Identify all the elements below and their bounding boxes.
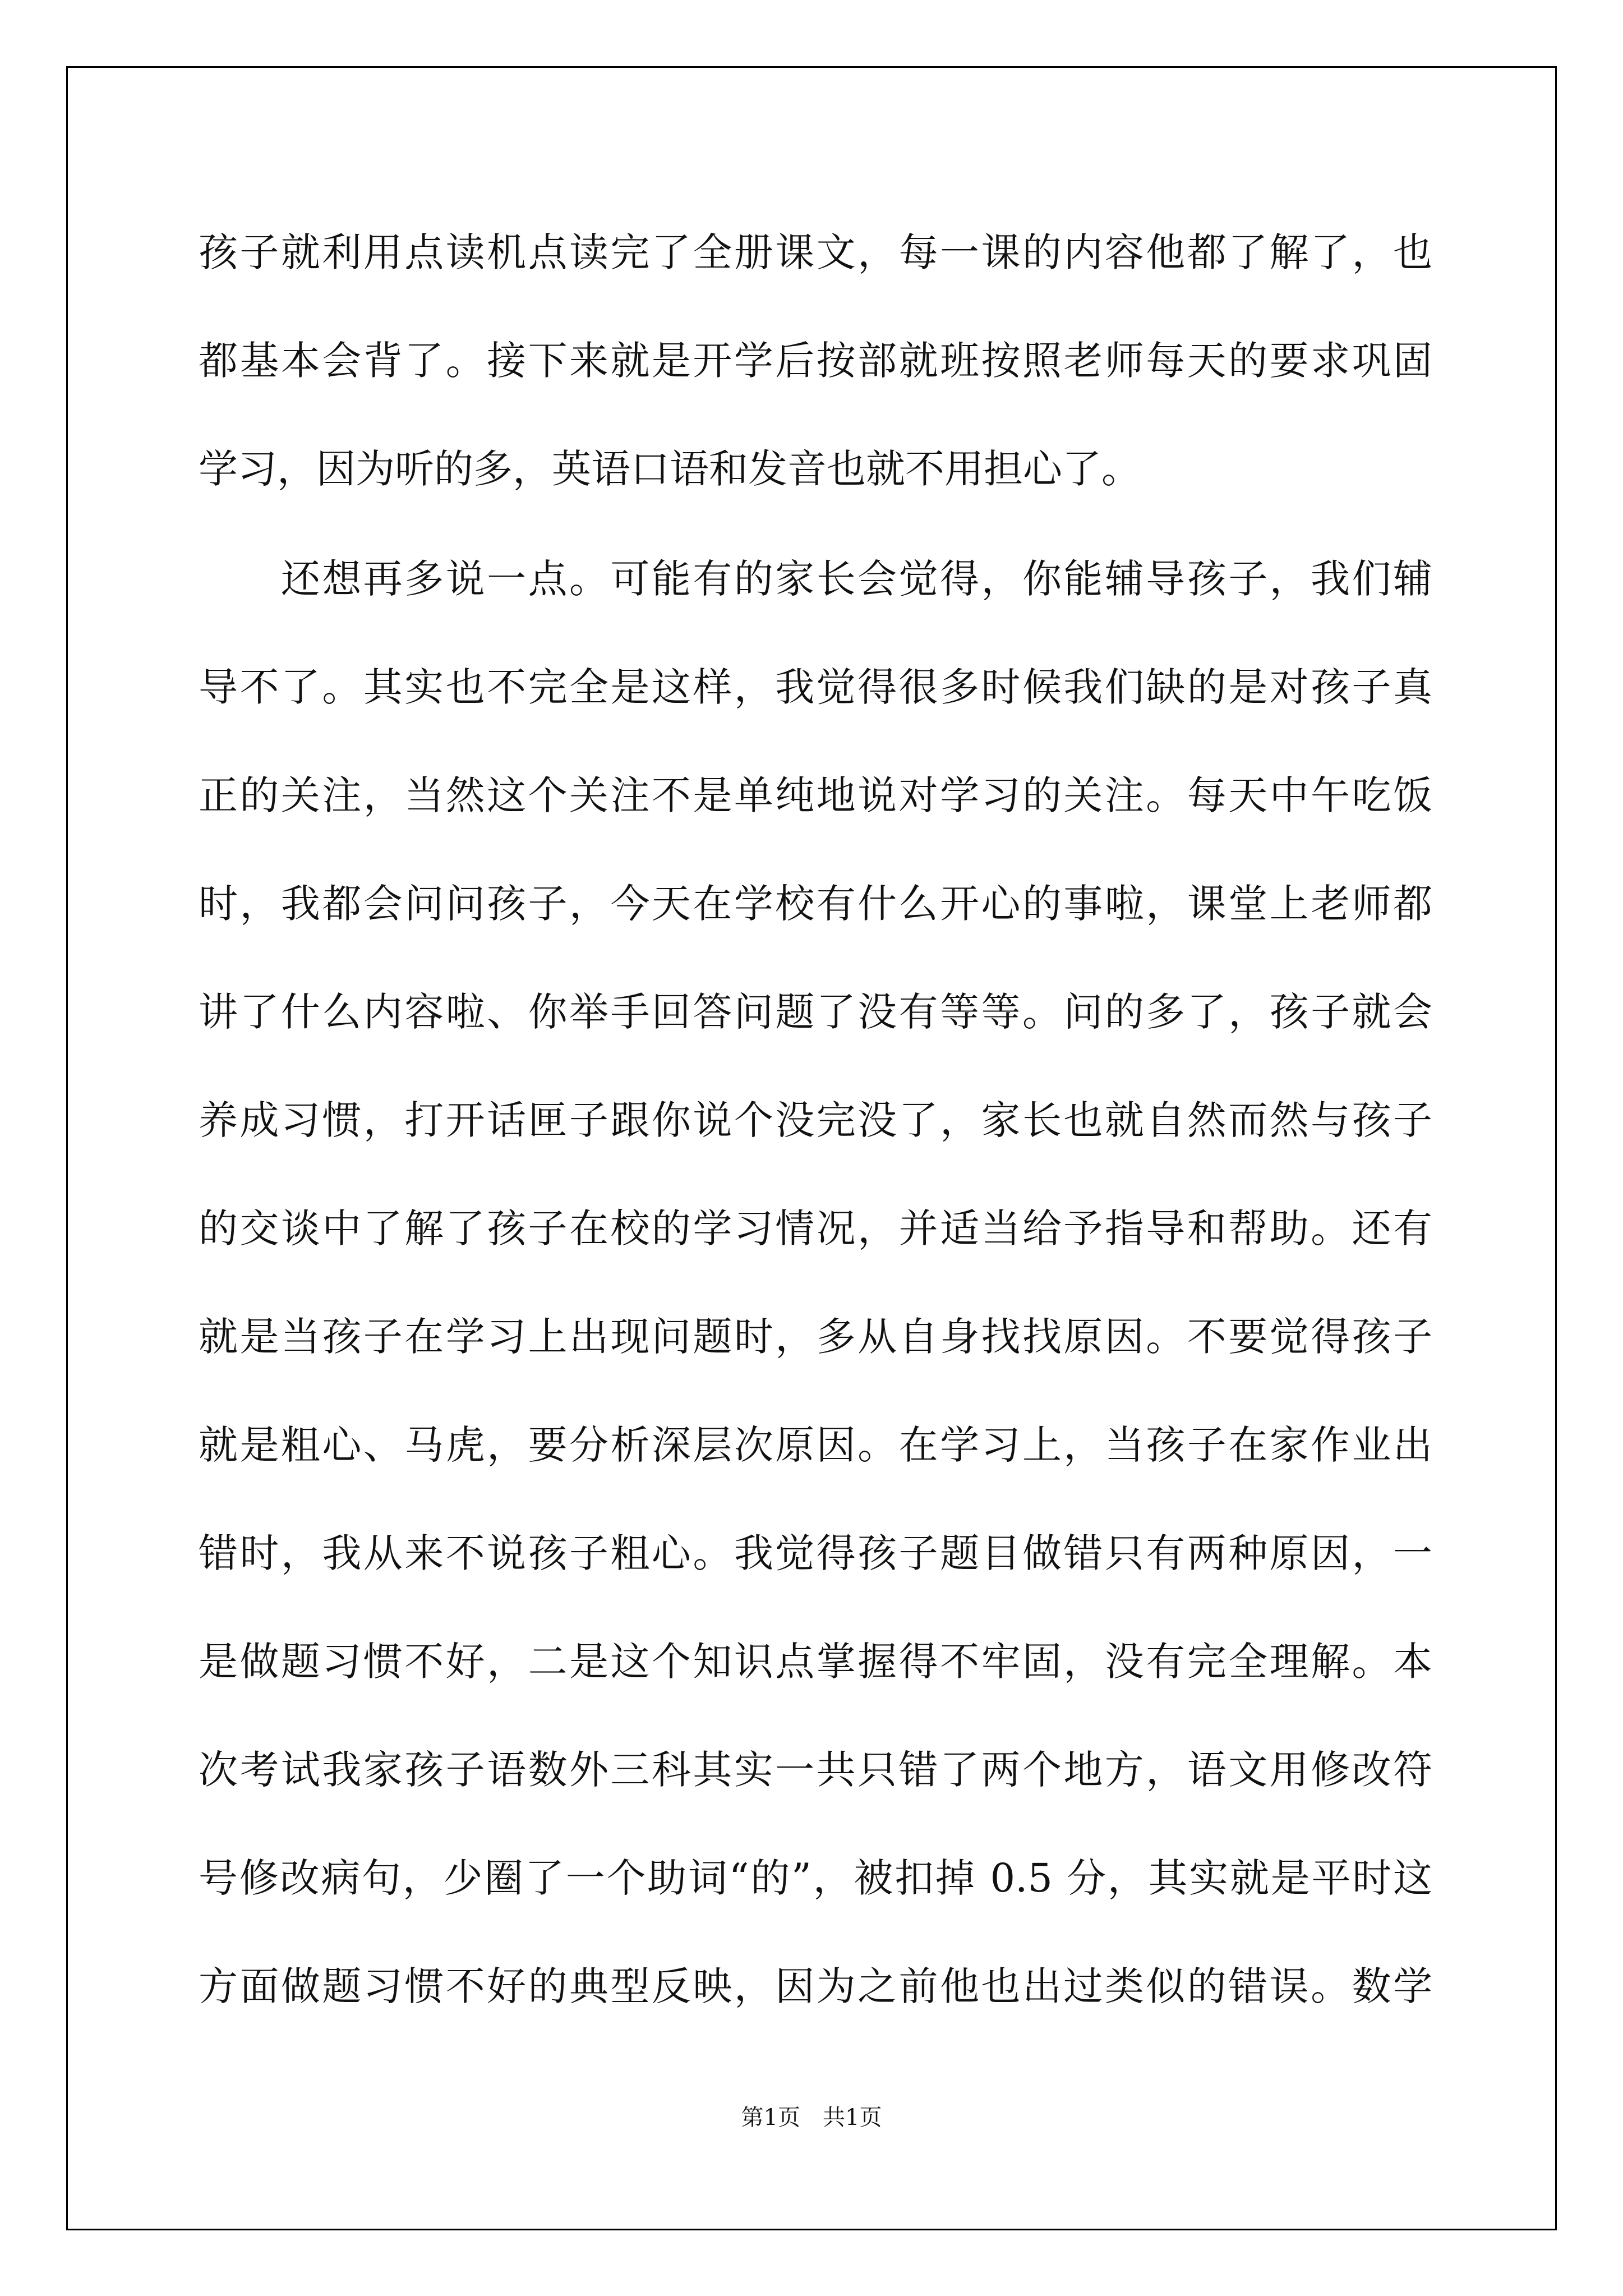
text-line: 错时，我从来不说孩子粗心。我觉得孩子题目做错只有两种原因，一 bbox=[199, 1530, 1432, 1576]
text-line: 孩子就利用点读机点读完了全册课文，每一课的内容他都了解了，也 bbox=[199, 229, 1432, 275]
text-line: 养成习惯，打开话匣子跟你说个没完没了，家长也就自然而然与孩子 bbox=[199, 1097, 1432, 1143]
paragraph-1 bbox=[199, 208, 1432, 532]
paragraph-2 bbox=[199, 534, 1432, 2050]
text-line: 学习，因为听的多，英语口语和发音也就不用担心了。 bbox=[199, 446, 1141, 492]
text-line: 号修改病句，少圈了一个助词“的”，被扣掉 0.5 分，其实就是平时这 bbox=[199, 1855, 1432, 1901]
page-number-footer: 第1页 共1页 bbox=[741, 2105, 882, 2131]
text-line: 是做题习惯不好，二是这个知识点掌握得不牢固，没有完全理解。本 bbox=[199, 1639, 1432, 1685]
text-line: 讲了什么内容啦、你举手回答问题了没有等等。问的多了，孩子就会 bbox=[199, 989, 1432, 1035]
text-line: 导不了。其实也不完全是这样，我觉得很多时候我们缺的是对孩子真 bbox=[199, 664, 1432, 710]
document-body bbox=[199, 208, 1432, 2050]
text-line: 还想再多说一点。可能有的家长会觉得，你能辅导孩子，我们辅 bbox=[199, 556, 1432, 602]
text-line: 都基本会背了。接下来就是开学后按部就班按照老师每天的要求巩固 bbox=[199, 338, 1432, 384]
text-line: 时，我都会问问孩子，今天在学校有什么开心的事啦，课堂上老师都 bbox=[199, 881, 1432, 927]
text-line: 就是粗心、马虎，要分析深层次原因。在学习上，当孩子在家作业出 bbox=[199, 1422, 1432, 1468]
text-line: 的交谈中了解了孩子在校的学习情况，并适当给予指导和帮助。还有 bbox=[199, 1205, 1432, 1251]
text-line: 就是当孩子在学习上出现问题时，多从自身找找原因。不要觉得孩子 bbox=[199, 1314, 1432, 1360]
text-line: 次考试我家孩子语数外三科其实一共只错了两个地方，语文用修改符 bbox=[199, 1747, 1432, 1793]
text-line: 正的关注，当然这个关注不是单纯地说对学习的关注。每天中午吃饭 bbox=[199, 772, 1432, 818]
text-line: 方面做题习惯不好的典型反映，因为之前他也出过类似的错误。数学 bbox=[199, 1963, 1432, 2009]
